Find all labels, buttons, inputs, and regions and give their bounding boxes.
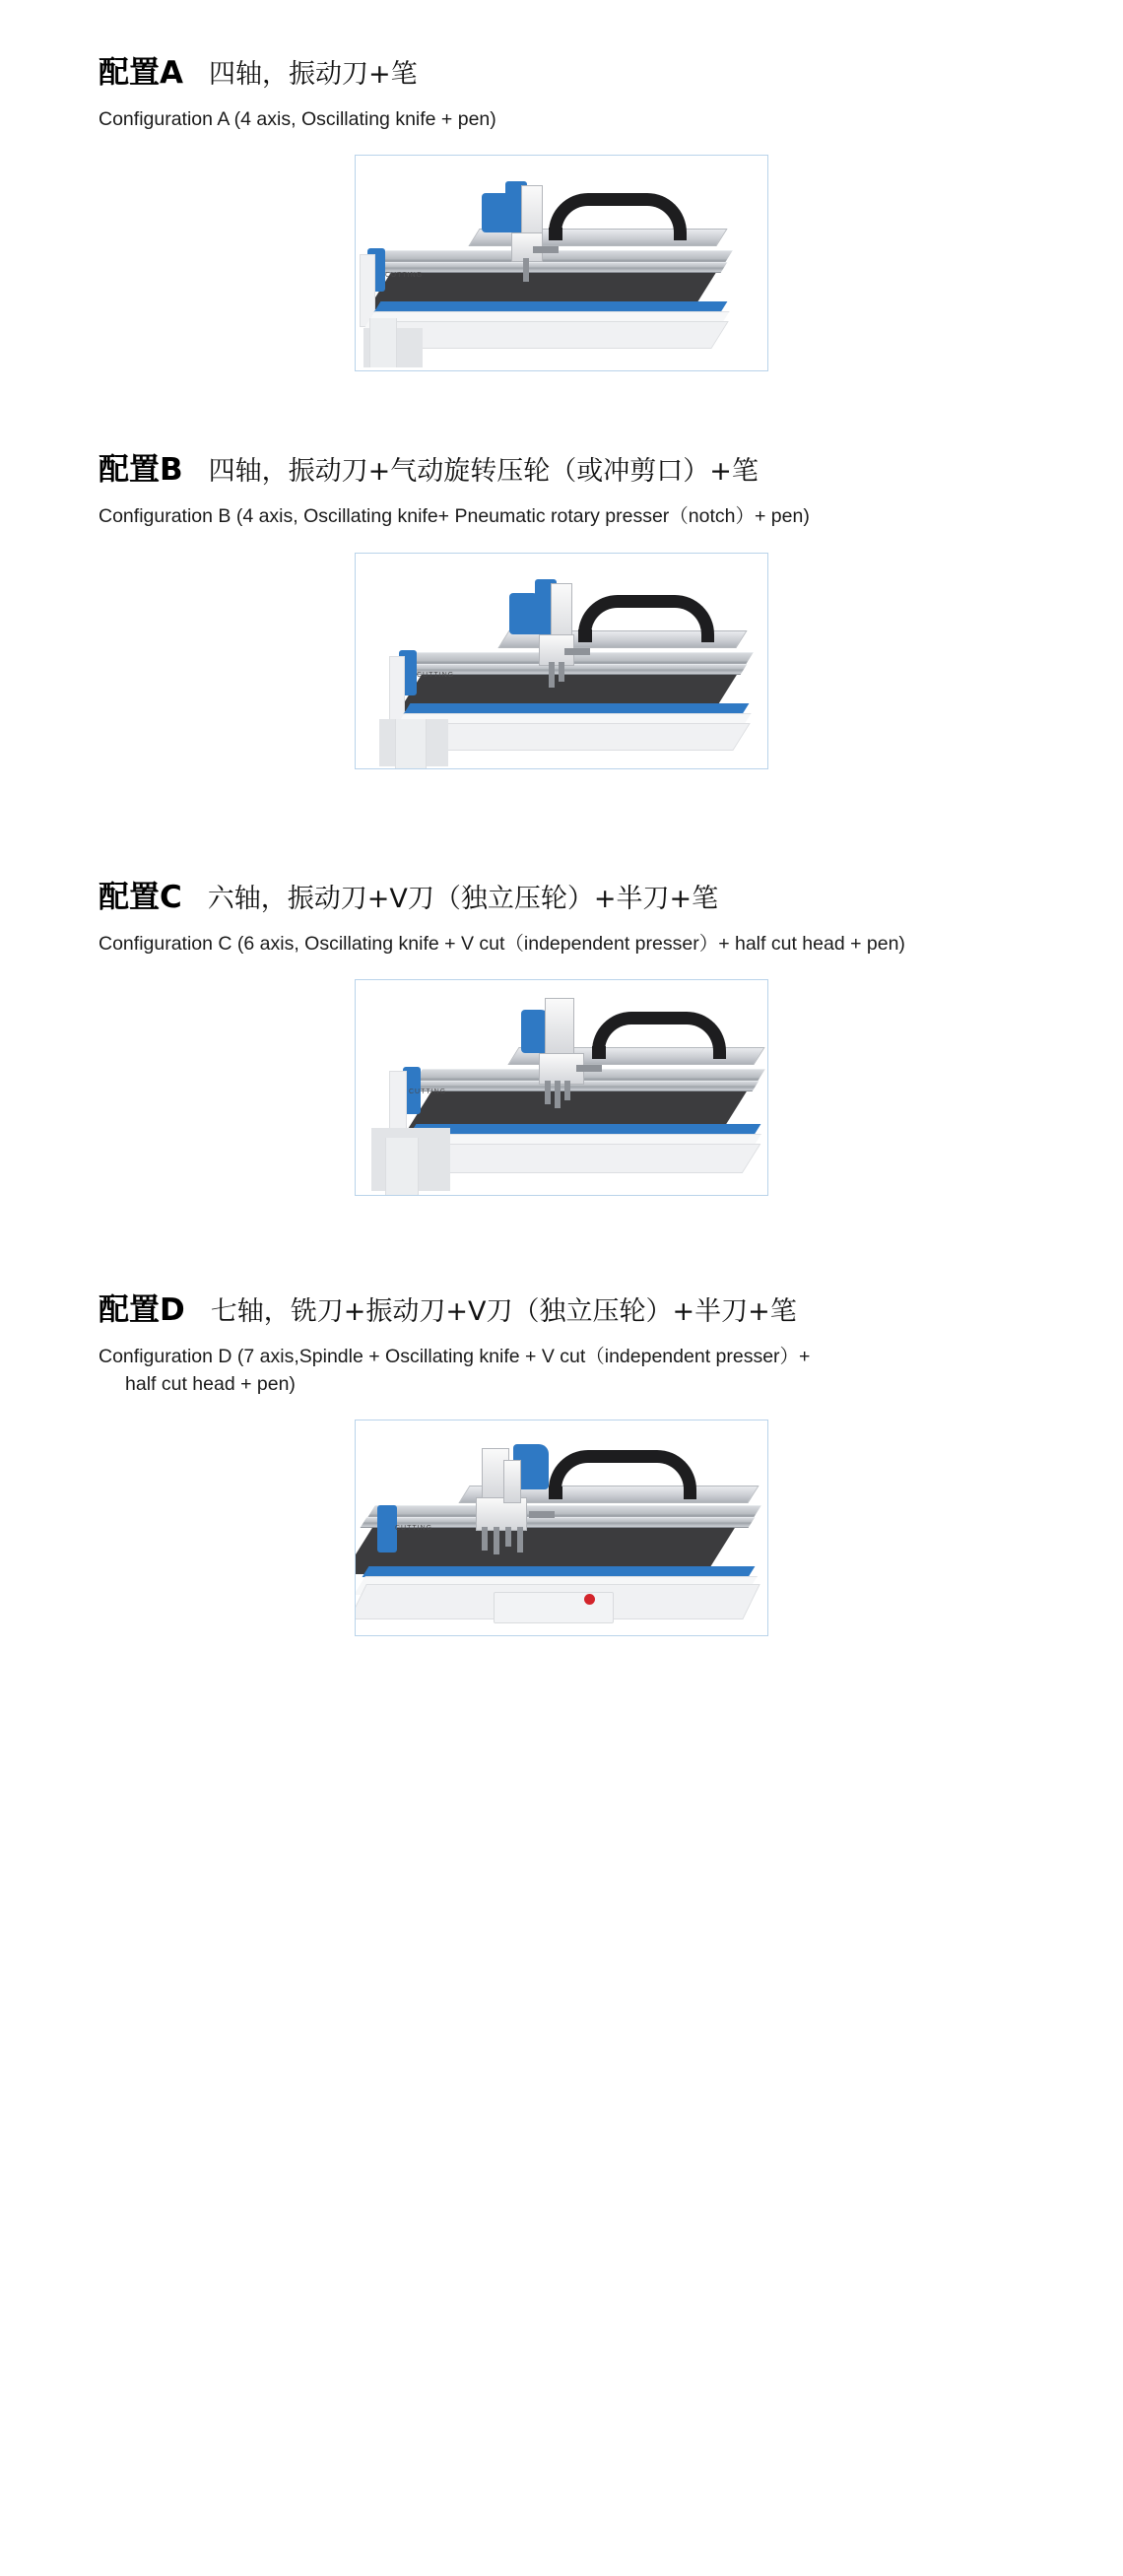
config-d-en-description <box>0 1343 1123 1399</box>
config-b-en-line-1: Configuration B (4 axis, Oscillating knife+ Pneumatic rotary presser（notch）+ pen) <box>99 505 810 528</box>
config-block-a <box>0 30 1123 371</box>
config-c-en-line-1: Configuration C (6 axis, Oscillating knife + V cut（independent presser）+ half cut head + pen) <box>99 932 905 955</box>
config-c-en-description <box>0 930 1123 958</box>
config-c-cn-title: 六轴，振动刀+V刀（独立压轮）+半刀+笔 <box>207 883 719 914</box>
config-d-en-line-1: Configuration D (7 axis,Spindle + Oscillating knife + V cut（independent presser）+ <box>99 1345 811 1367</box>
config-block-d <box>0 1196 1123 1677</box>
config-a-cn-title: 四轴，振动刀+笔 <box>209 59 418 90</box>
config-b-tag: 配置B <box>99 452 183 489</box>
machine-logo-c: CUTTING <box>409 1088 447 1095</box>
config-block-b <box>0 371 1123 768</box>
machine-logo-a: CUTTING <box>385 272 424 280</box>
config-a-tag: 配置A <box>99 55 183 91</box>
config-b-photo-wrap <box>0 553 1123 769</box>
config-b-photo <box>355 553 768 769</box>
machine-illustration-a <box>356 156 767 370</box>
config-d-cn-title: 七轴，铣刀+振动刀+V刀（独立压轮）+半刀+笔 <box>210 1295 797 1327</box>
config-d-tag: 配置D <box>99 1291 185 1328</box>
config-c-tag: 配置C <box>99 879 182 915</box>
config-d-en-line-2: half cut head + pen) <box>125 1373 296 1396</box>
config-b-headline <box>0 444 1123 489</box>
config-b-cn-title: 四轴，振动刀+气动旋转压轮（或冲剪口）+笔 <box>208 456 759 488</box>
machine-logo-d: CUTTING <box>395 1525 433 1533</box>
config-c-photo-wrap <box>0 979 1123 1196</box>
config-a-photo <box>355 155 768 371</box>
config-c-headline <box>0 872 1123 916</box>
config-a-photo-wrap <box>0 155 1123 371</box>
config-d-photo <box>355 1420 768 1636</box>
machine-illustration-c <box>356 980 767 1195</box>
config-d-photo-wrap <box>0 1420 1123 1636</box>
machine-illustration-b <box>356 554 767 768</box>
config-a-en-description <box>0 105 1123 133</box>
config-a-headline <box>0 47 1123 92</box>
machine-illustration-d <box>356 1420 767 1635</box>
config-c-photo <box>355 979 768 1196</box>
config-a-en-line-1: Configuration A (4 axis, Oscillating knife + pen) <box>99 108 496 130</box>
config-b-en-description <box>0 502 1123 530</box>
machine-logo-b: CUTTING <box>417 671 455 679</box>
config-d-headline <box>0 1285 1123 1329</box>
config-block-c <box>0 769 1123 1196</box>
